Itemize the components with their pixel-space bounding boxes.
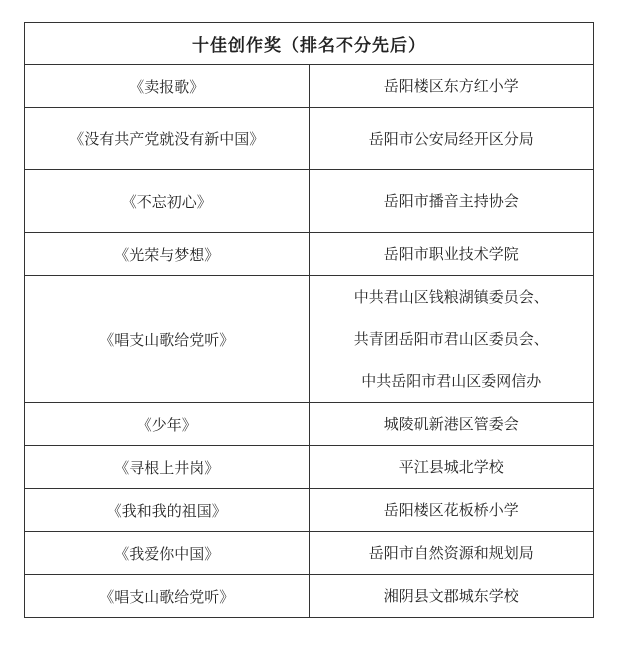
unit-line: 岳阳楼区花板桥小学 [383, 501, 519, 519]
work-title-cell: 《我爱你中国》 [25, 532, 310, 575]
work-title-cell: 《少年》 [25, 403, 310, 446]
unit-line: 岳阳市职业技术学院 [383, 245, 519, 263]
work-title-cell: 《不忘初心》 [25, 170, 310, 233]
unit-line: 湘阴县文郡城东学校 [383, 587, 519, 605]
work-title-cell: 《唱支山歌给党听》 [25, 276, 310, 403]
unit-line: 岳阳市公安局经开区分局 [368, 129, 534, 148]
table-row [25, 233, 594, 276]
unit-line: 共青团岳阳市君山区委员会、 [353, 330, 549, 348]
table-row [25, 108, 594, 170]
unit-line: 城陵矶新港区管委会 [383, 415, 519, 433]
table-row [25, 403, 594, 446]
unit-line: 平江县城北学校 [398, 458, 504, 476]
work-title-cell: 《光荣与梦想》 [25, 233, 310, 276]
unit-cell [309, 276, 594, 403]
work-title-cell: 《唱支山歌给党听》 [25, 575, 310, 618]
unit-cell [309, 489, 594, 532]
unit-line: 中共岳阳市君山区委网信办 [361, 372, 542, 390]
unit-line: 岳阳市自然资源和规划局 [368, 544, 534, 562]
unit-cell [309, 108, 594, 170]
unit-cell [309, 170, 594, 233]
table-row [25, 65, 594, 108]
table-row [25, 446, 594, 489]
unit-cell [309, 233, 594, 276]
unit-cell [309, 65, 594, 108]
table-row [25, 489, 594, 532]
unit-line: 岳阳楼区东方红小学 [383, 77, 519, 95]
work-title-cell: 《我和我的祖国》 [25, 489, 310, 532]
table-row [25, 170, 594, 233]
unit-cell [309, 403, 594, 446]
table-row [25, 276, 594, 403]
work-title-cell: 《没有共产党就没有新中国》 [25, 108, 310, 170]
unit-line: 岳阳市播音主持协会 [383, 192, 519, 210]
work-title-cell: 《卖报歌》 [25, 65, 310, 108]
award-table [24, 22, 594, 618]
work-title-cell: 《寻根上井岗》 [25, 446, 310, 489]
unit-cell [309, 575, 594, 618]
unit-cell [309, 446, 594, 489]
unit-line: 中共君山区钱粮湖镇委员会、 [353, 288, 549, 306]
table-row [25, 575, 594, 618]
table-header-row [25, 23, 594, 65]
table-row [25, 532, 594, 575]
table-title: 十佳创作奖（排名不分先后） [25, 23, 594, 65]
unit-cell [309, 532, 594, 575]
